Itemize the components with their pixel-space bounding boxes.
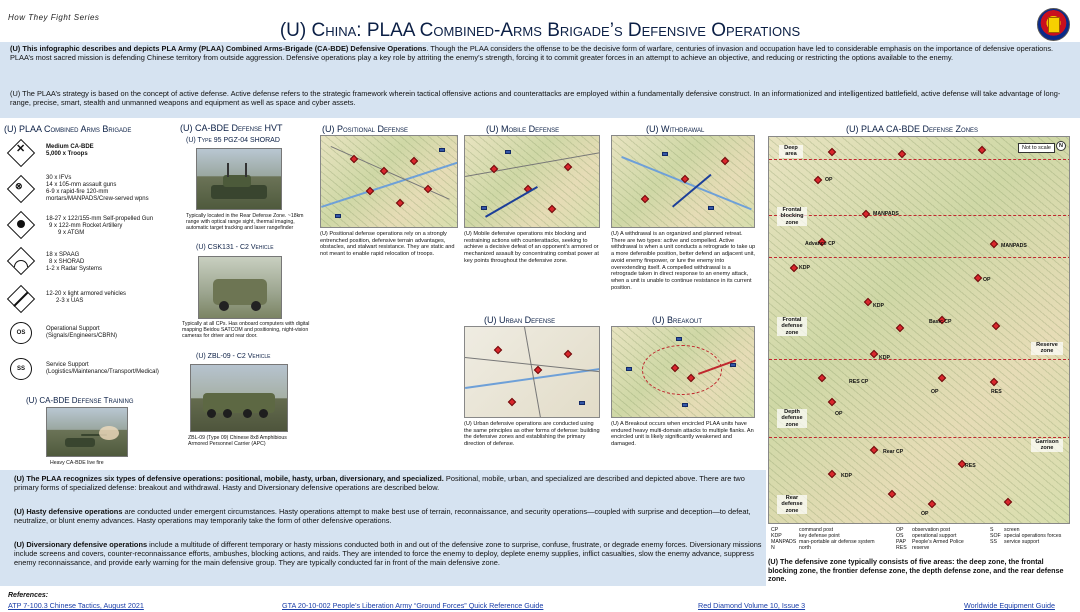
- urban-text: (U) Urban defensive operations are conducted using the same principles as other forms of defense: building the defensive zones and establishing the primary direction of defense.: [464, 421, 600, 448]
- zone-frontal-defense: Frontal defense zone: [777, 317, 807, 336]
- marker-kdp-4: KDP: [841, 473, 852, 479]
- unit-row-artillery: 18-27 x 122/155-mm Self-propelled Gun 9 x 122-mm Rocket Artillery 9 x ATGM: [4, 212, 179, 242]
- hvt-1-caption: Typically located in the Rear Defense Zone. ~18km range with optical range sight, thermal imaging, automatic target tracking and laser rangefinder: [186, 213, 304, 232]
- marker-res-1: RES: [991, 389, 1002, 395]
- urban-map: [464, 326, 600, 418]
- defense-types-paragraph: (U) The PLAA recognizes six types of defensive operations: positional, mobile, hasty, urban, diversionary, and specialized. Positional, mobile, urban, and specialized are described and depicted above. There are two primary forms of specialized defense: breakout and withdrawal. Hasty and Diversionary defensive operations are described below.: [14, 474, 745, 492]
- unit-row-infantry: ⊗ 30 x IFVs 14 x 105-mm assault guns 6-9 x rapid-fire 120-mm mortars/MANPADS/Crew-served wpns: [4, 172, 179, 206]
- reference-link-red-diamond[interactable]: Red Diamond Volume 10, Issue 3: [698, 601, 806, 610]
- mobile-title: (U) Mobile Defense: [486, 124, 560, 134]
- page-title: (U) China: PLAA Combined-Arms Brigade’s Defensive Operations: [279, 20, 801, 41]
- hasty-paragraph: (U) Hasty defensive operations are conducted under emergent circumstances. Hasty operations attempt to make best use of terrain, reconnaissance, and security operations—coupled with surprise and deception—to defeat, neutralize, or blunt enemy advances. Hasty operations may temporarily take the form of other defensive operations.: [14, 507, 751, 525]
- marker-res-2: RES: [965, 463, 976, 469]
- reconnaissance-icon: [8, 286, 34, 312]
- zone-garrison: Garrison zone: [1031, 439, 1063, 452]
- zone-depth-defense: Depth defense zone: [777, 409, 807, 428]
- marker-op-5: OP: [921, 511, 929, 517]
- zbl09-photo: [190, 364, 288, 432]
- artillery-icon: [8, 212, 34, 238]
- withdrawal-text: (U) A withdrawal is an organized and planned retreat. There are two types: active and compelled. Active withdrawal is when a unit conducts a retrograde to take up a more defensible position, better defend an adjacent unit, avoid enemy firepower, or lure the enemy into overextending itself. A compelled withdrawal is a retrograde taken in direct response to an enemy attack, when a unit is unable to continue resistance in its current position.: [611, 231, 756, 291]
- breakout-title: (U) Breakout: [652, 315, 703, 325]
- marker-basic-cp: Basic CP: [929, 319, 952, 325]
- zone-deep: Deep area: [779, 145, 803, 158]
- marker-manpads-2: MANPADS: [1001, 243, 1027, 249]
- reference-link-gta[interactable]: GTA 20-10-002 People’s Liberation Army “Ground Forces” Quick Reference Guide: [282, 601, 544, 610]
- hvt-2-name: (U) CSK131 - C2 Vehicle: [196, 244, 274, 251]
- north-arrow-icon: N: [1056, 141, 1066, 151]
- zones-title: (U) PLAA CA-BDE Defense Zones: [846, 124, 979, 134]
- training-title: (U) CA-BDE Defense Training: [26, 396, 134, 405]
- marker-res-cp: RES CP: [849, 379, 869, 385]
- references-label: References:: [8, 592, 49, 599]
- diversionary-paragraph: (U) Diversionary defensive operations include a multitude of different temporary or hasty missions conducted both in and out of the defensive zone to surprise, confuse, frustrate, or degrade enemy forces. Diversionary missions include screens and covers, counter-reconnaissance efforts, ambushes, blocking actions, and raids. They are intended to force the enemy to deploy, deplete enemy supplies, inflict casualties, slow the enemy advance, suppress enemy reconnaissance, and provide early warning for the main defensive group. They are typically conducted far in front of the main defensive zone.: [14, 540, 762, 567]
- unit-row-brigade: ✕ Medium CA-BDE 5,000 x Troops: [4, 140, 179, 168]
- air-defense-icon: [8, 248, 34, 274]
- zones-legend: CP command post KDP key defense point MANPADS man-portable air defense system N north OP observation post OS operational support PAP People’s Armed Police RES reserve S screen SOF special operations forces SS service support: [768, 526, 1070, 558]
- unit-row-operational-support: OS Operational Support (Signals/Engineers/CBRN): [4, 320, 179, 348]
- positional-text: (U) Positional defense operations rely on a strongly entrenched position, defensive terrain advantages, obstacles, and stalwart resistance. They are static and not meant to enable rapid relocation of troops.: [320, 231, 455, 258]
- scale-note: Not to scale: [1018, 143, 1055, 153]
- hvt-2-caption: Typically at all CPs. Has onboard computers with digital mapping Beidou SATCOM and positioning, night-vision cameras for driver and rear door.: [182, 321, 310, 340]
- marker-advance-cp: Advance CP: [805, 241, 836, 247]
- withdrawal-map: [611, 135, 755, 228]
- series-label: How They Fight Series: [8, 13, 100, 22]
- marker-op-2: OP: [983, 277, 991, 283]
- csk131-photo: [198, 256, 282, 319]
- mobile-text: (U) Mobile defensive operations mix blocking and restraining actions with counterattacks, seeking to achieve a decisive defeat of an opponent’s armored or mechanized assault by concentrating combat power at key points throughout the defensive zone.: [464, 231, 599, 264]
- training-caption: Heavy CA-BDE live fire: [50, 460, 104, 466]
- hvt-3-caption: ZBL-09 (Type 09) Chinese 8x8 Amphibious Armored Personnel Carrier (APC): [188, 435, 287, 448]
- hvt-3-name: (U) ZBL-09 - C2 Vehicle: [196, 353, 271, 360]
- breakout-map: [611, 326, 755, 418]
- marker-op-3: OP: [931, 389, 939, 395]
- marker-rear-cp: Rear CP: [883, 449, 904, 455]
- positional-title: (U) Positional Defense: [322, 124, 409, 134]
- training-photo: [46, 407, 128, 457]
- brigade-symbol-icon: ✕: [8, 140, 34, 166]
- operational-support-icon: OS: [8, 320, 34, 346]
- urban-title: (U) Urban Defense: [484, 315, 556, 325]
- breakout-text: (U) A Breakout occurs when encircled PLAA units have endured heavy multi-domain attacks to multiple flanks. An encircled unit is likely significantly weakened and damaged.: [611, 421, 754, 448]
- unit-row-recon: 12-20 x light armored vehicles 2-3 x UAS: [4, 286, 179, 312]
- intro-paragraph: (U) This infographic describes and depicts PLA Army (PLAA) Combined Arms-Brigade (CA-BDE) Defensive Operations. Though the PLAA considers the offense to be the decisive form of warfare, centuries of invasion and occupation have led to considerable emphasis on the importance of defensive operations. PLAA’s most sacred mission is defending Chinese territory from outside aggression. Defensive operations play a key role by attriting the enemy’s strength, forcing it to commit greater forces in an attempt to achieve an objective, and reducing or restricting the options available to the enemy.: [10, 44, 1054, 62]
- marker-kdp-3: KDP: [879, 355, 890, 361]
- zone-reserve: Reserve zone: [1031, 342, 1063, 355]
- marker-op-1: OP: [825, 177, 833, 183]
- brigade-title: (U) PLAA Combined Arms Brigade: [4, 124, 132, 134]
- withdrawal-title: (U) Withdrawal: [646, 124, 705, 134]
- unit-emblem: [1037, 8, 1070, 41]
- zones-caption: (U) The defensive zone typically consists of five areas: the deep zone, the frontal blocking zone, the frontier defense zone, the depth defense zone, and the rear defense zone.: [768, 557, 1064, 584]
- hvt-title: (U) CA-BDE Defense HVT: [180, 123, 283, 133]
- unit-row-service-support: SS Service Support (Logistics/Maintenance/Transport/Medical): [4, 356, 179, 384]
- hvt-1-name: (U) Type 95 PGZ-04 SHORAD: [186, 137, 280, 144]
- mobile-map: [464, 135, 600, 228]
- zone-rear-defense: Rear defense zone: [777, 495, 807, 514]
- marker-op-4: OP: [835, 411, 843, 417]
- zone-frontal-blocking: Frontal blocking zone: [777, 207, 807, 226]
- positional-map: [320, 135, 458, 228]
- marker-manpads-1: MANPADS: [873, 211, 899, 217]
- strategy-paragraph: (U) The PLAA’s strategy is based on the concept of active defense. Active defense refers to the strategic framework wherein tactical offensive actions and counterattacks are employed within a fundamentally defensive construct. In an informationized and intelligentized battlefield, active defense will take advantage of long-range, precise, smart, stealth and unmanned weapons and equipment as well as space and cyber assets.: [10, 89, 1061, 107]
- service-support-icon: SS: [8, 356, 34, 382]
- unit-row-air-defense: 18 x SPAAG 8 x SHORAD 1-2 x Radar Systems: [4, 248, 179, 278]
- mechanized-infantry-icon: ⊗: [8, 176, 34, 202]
- reference-link-weg[interactable]: Worldwide Equipment Guide: [964, 601, 1055, 610]
- reference-link-atp[interactable]: ATP 7-100.3 Chinese Tactics, August 2021: [8, 601, 144, 610]
- marker-kdp-1: KDP: [799, 265, 810, 271]
- marker-kdp-2: KDP: [873, 303, 884, 309]
- defense-zones-map: [768, 136, 1070, 524]
- shorad-photo: [196, 148, 282, 210]
